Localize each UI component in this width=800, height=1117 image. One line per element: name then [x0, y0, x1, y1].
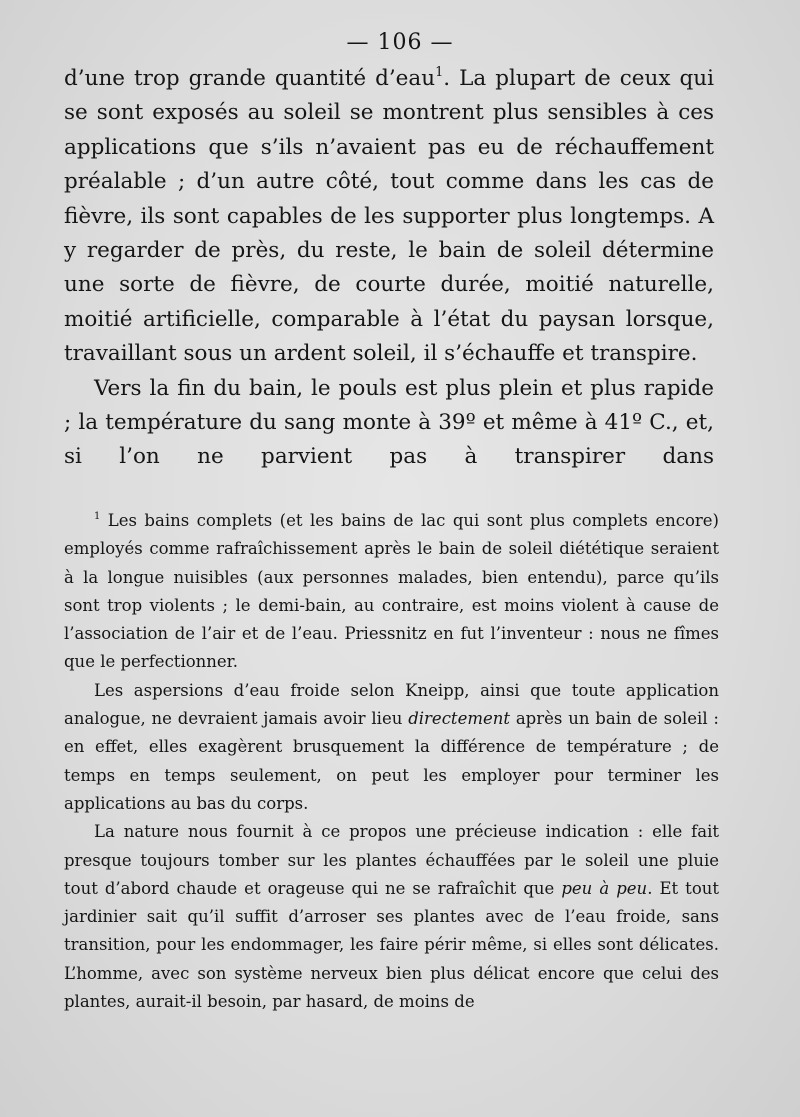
- footnote-paragraph-2: [64, 677, 719, 818]
- paragraph-1-start: d’une trop grande quantité d’eau: [64, 66, 436, 91]
- main-text: [64, 62, 714, 475]
- footnote-emphasis-directement: directement: [408, 709, 510, 729]
- footnote-mark: 1: [94, 511, 101, 523]
- footnote-1-text: Les bains complets (et les bains de lac qui sont plus complets encore) employés comme rafraîchissement après le bain de soleil diététique seraient à la longue nuisibles (aux personnes malades, bien entendu), parce qu’ils sont trop violents ; le demi-bain, au contraire, est moins violent à cause de l’association de l’air et de l’eau. Priessnitz en fut l’inventeur : nous ne fîmes que le perfectionner.: [64, 511, 719, 672]
- footnote-emphasis-peu-a-peu: peu à peu: [561, 878, 648, 898]
- paragraph-1: [64, 62, 714, 372]
- footnote-paragraph-3-end: . Et tout jardinier sait qu’il suffit d’arroser ses plantes avec de l’eau froide, sans transition, pour les endommager, les faire périr même, si elles sont délicates. L’homme, avec son système nerveux bien plus délicat encore que celui des plantes, aurait-il besoin, par hasard, de moins de: [64, 878, 720, 1012]
- paragraph-2: Vers la fin du bain, le pouls est plus plein et plus rapide ; la température du sang monte à 39º et même à 41º C., et, si l’on ne parvient pas à transpirer dans: [64, 375, 714, 470]
- footnote-paragraph-3-start: La nature nous fournit à ce propos une précieuse indication : elle fait presque toujours tomber sur les plantes échauffées par le soleil une pluie tout d’abord chaude et orageuse qui ne se rafraîchit que: [64, 822, 719, 898]
- footnote-paragraph-2-end: après un bain de soleil : en effet, elles exagèrent brusquement la différence de température ; de temps en temps seulement, on peut les employer pour terminer les applications au bas du corps.: [64, 709, 719, 813]
- footnote-section: [64, 507, 719, 1016]
- footnote-paragraph-2-start: Les aspersions d’eau froide selon Kneipp, ainsi que toute application analogue, ne devraient jamais avoir lieu: [64, 680, 719, 729]
- footnote-1: [64, 507, 719, 677]
- footnote-paragraph-3: [64, 818, 719, 1016]
- paragraph-1-end: . La plupart de ceux qui se sont exposés au soleil se montrent plus sensibles à ces applications que s’ils n’avaient pas eu de réchauffement préalable ; d’un autre côté, tout comme dans les cas de fièvre, ils sont capables de les supporter plus longtemps. A y regarder de près, du reste, le bain de soleil détermine une sorte de fièvre, de courte durée, moitié naturelle, moitié artificielle, comparable à l’état du paysan lorsque, travaillant sous un ardent soleil, il s’échauffe et transpire.: [64, 66, 714, 367]
- page-number: — 106 —: [346, 30, 454, 55]
- footnote-reference: 1: [435, 64, 444, 80]
